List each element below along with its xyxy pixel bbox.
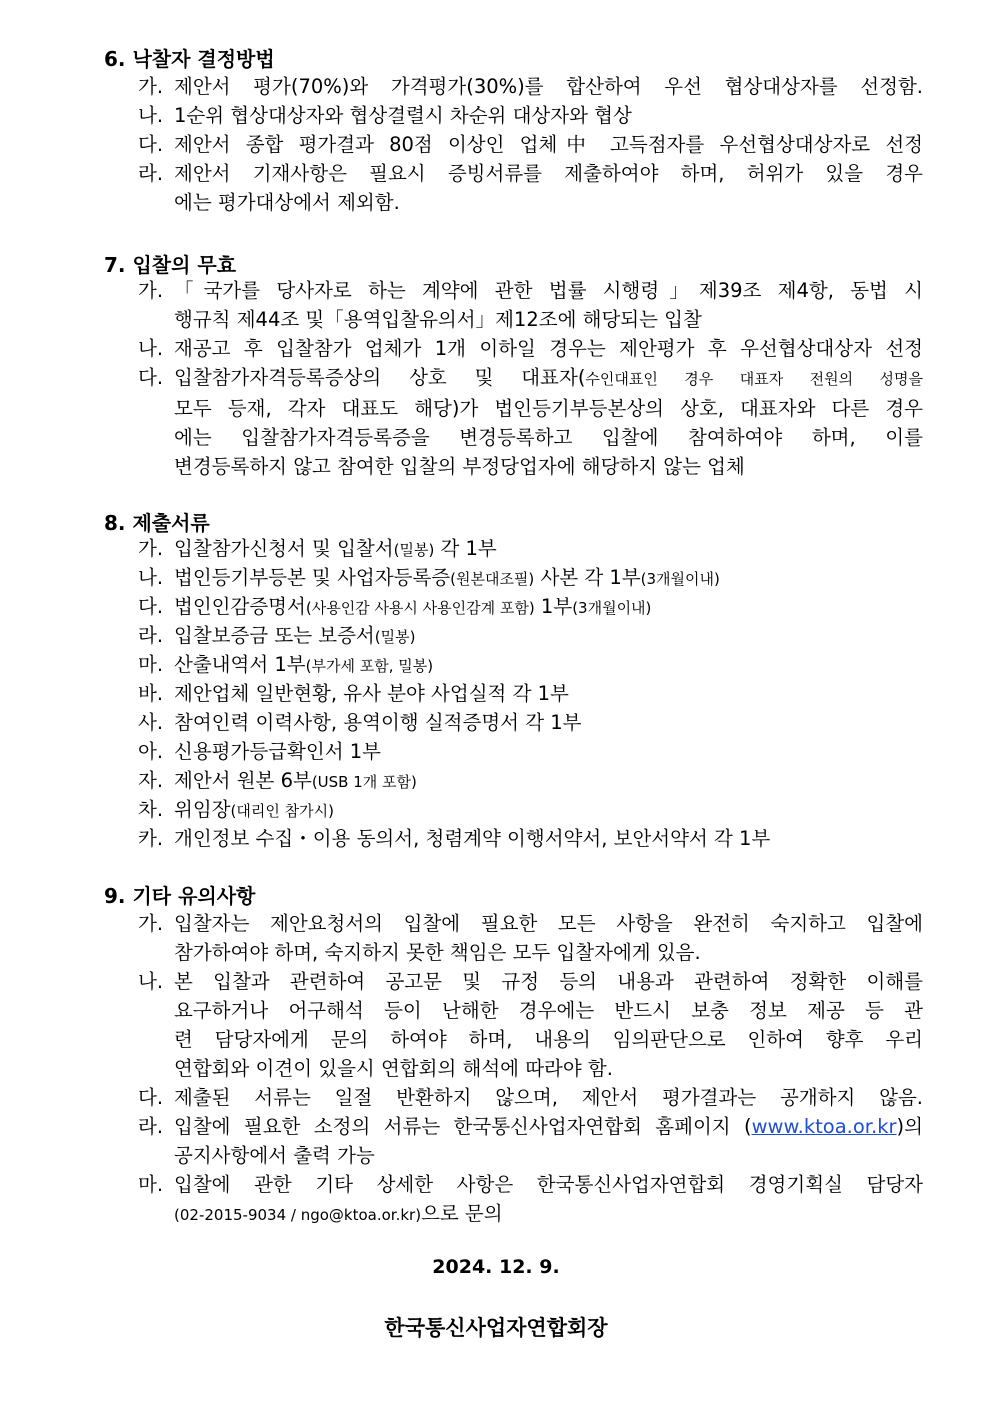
item-text-main: 입찰참가신청서 및 입찰서 xyxy=(174,537,394,560)
section-title-8: 8. 제출서류 xyxy=(104,511,210,535)
item-text xyxy=(174,621,923,652)
item-text: 재공고 후 입찰참가 업체가 1개 이하일 경우는 제안평가 후 우선협상대상자 선정 xyxy=(174,337,923,360)
list-item xyxy=(138,737,923,766)
item-text-cont: 련 담당자에게 문의 하여야 하며, 내용의 임의판단으로 인하여 향후 우리 xyxy=(174,1028,923,1051)
homepage-link[interactable]: www.ktoa.or.kr xyxy=(751,1115,897,1138)
section-title-9: 9. 기타 유의사항 xyxy=(104,884,256,908)
item-text xyxy=(174,563,923,594)
list-item xyxy=(138,101,923,130)
item-text-tail: 사본 각 1부 xyxy=(534,566,641,589)
item-text xyxy=(174,795,923,826)
list-item xyxy=(138,795,923,826)
item-text-cont: 연합회와 이견이 있을시 연합회의 해석에 따라야 함. xyxy=(174,1057,613,1080)
item-marker: 가. xyxy=(138,912,164,935)
document-date: 2024. 12. 9. xyxy=(432,1256,560,1278)
list-item xyxy=(138,967,923,1083)
item-text-cont xyxy=(174,1199,923,1230)
item-text: 신용평가등급확인서 1부 xyxy=(174,740,381,763)
item-text-cont: 공지사항에서 출력 가능 xyxy=(174,1144,375,1167)
item-text-main: 법인등기부등본 및 사업자등록증 xyxy=(174,566,451,589)
item-text-main: 입찰에 필요한 소정의 서류는 한국통신사업자연합회 홈페이지 ( xyxy=(174,1115,752,1138)
item-text: 참여인력 이력사항, 용역이행 실적증명서 각 1부 xyxy=(174,711,582,734)
item-text-tail: 1부 xyxy=(534,595,573,618)
list-item xyxy=(138,363,923,481)
item-marker: 라. xyxy=(138,1115,164,1138)
list-item xyxy=(138,708,923,737)
item-text: 제안업체 일반현황, 유사 분야 사업실적 각 1부 xyxy=(174,682,569,705)
list-item xyxy=(138,1170,923,1230)
item-text-tail: )의 xyxy=(896,1115,923,1138)
item-marker: 사. xyxy=(138,711,164,734)
item-marker: 나. xyxy=(138,566,164,589)
item-text-main: 입찰보증금 또는 보증서 xyxy=(174,624,375,647)
item-text-small: (3개월이내) xyxy=(640,570,720,588)
item-text-small: (원본대조필) xyxy=(450,570,535,588)
item-text: 제안서 종합 평가결과 80점 이상인 업체中 고득점자를 우선협상대상자로 선정 xyxy=(174,133,923,156)
item-text-small: (밀봉) xyxy=(374,628,416,646)
item-text-cont: 에는 입찰참가자격등록증을 변경등록하고 입찰에 참여하여야 하며, 이를 xyxy=(174,426,923,449)
item-marker: 다. xyxy=(138,366,164,389)
contact-info: (02-2015-9034 / ngo@ktoa.or.kr) xyxy=(174,1206,422,1224)
item-text xyxy=(174,766,923,797)
item-text-small: (밀봉) xyxy=(393,541,435,559)
item-text: 제안서 기재사항은 필요시 증빙서류를 제출하여야 하며, 허위가 있을 경우 xyxy=(174,162,923,185)
item-marker: 나. xyxy=(138,337,164,360)
item-text-small: 수인대표인 경우 대표자 전원의 성명을 xyxy=(585,370,923,388)
issuer-signature: 한국통신사업자연합회장 xyxy=(384,1316,608,1340)
item-text: 1순위 협상대상자와 협상결렬시 차순위 대상자와 협상 xyxy=(174,104,632,127)
item-text-small: (USB 1개 포함) xyxy=(311,773,417,791)
item-text-small: (사용인감 사용시 사용인감계 포함) xyxy=(305,599,535,617)
item-text-cont: 요구하거나 어구해석 등이 난해한 경우에는 반드시 보충 정보 제공 등 관 xyxy=(174,999,923,1022)
list-item xyxy=(138,534,923,565)
item-marker: 다. xyxy=(138,1086,164,1109)
list-item xyxy=(138,909,923,967)
item-text: 제안서 평가(70%)와 가격평가(30%)를 합산하여 우선 협상대상자를 선정함. xyxy=(174,75,923,98)
section-title-6: 6. 낙찰자 결정방법 xyxy=(104,47,275,71)
item-marker: 아. xyxy=(138,740,164,763)
list-item xyxy=(138,159,923,217)
item-marker: 자. xyxy=(138,769,164,792)
item-marker: 차. xyxy=(138,798,164,821)
list-item xyxy=(138,72,923,101)
item-marker: 다. xyxy=(138,595,164,618)
item-text-main: 제안서 원본 6부 xyxy=(174,769,312,792)
item-marker: 바. xyxy=(138,682,164,705)
list-item xyxy=(138,650,923,681)
item-text: 「국가를 당사자로 하는 계약에 관한 법률 시행령」제39조 제4항, 동법 시 xyxy=(174,279,923,302)
item-text-small: (부가세 포함, 밀봉) xyxy=(305,657,434,675)
list-item xyxy=(138,563,923,594)
item-marker: 다. xyxy=(138,133,164,156)
item-text xyxy=(174,363,923,394)
list-item xyxy=(138,621,923,652)
item-marker: 나. xyxy=(138,104,164,127)
list-item xyxy=(138,679,923,708)
list-item xyxy=(138,334,923,363)
item-marker: 카. xyxy=(138,827,164,850)
item-text xyxy=(174,650,923,681)
item-marker: 라. xyxy=(138,162,164,185)
item-marker: 나. xyxy=(138,970,164,993)
list-item xyxy=(138,1112,923,1170)
list-item xyxy=(138,130,923,159)
item-text: 입찰자는 제안요청서의 입찰에 필요한 모든 사항을 완전히 숙지하고 입찰에 xyxy=(174,912,923,935)
item-text-main: 법인인감증명서 xyxy=(174,595,306,618)
item-text: 입찰에 관한 기타 상세한 사항은 한국통신사업자연합회 경영기획실 담당자 xyxy=(174,1173,923,1196)
list-item xyxy=(138,1083,923,1112)
item-text-cont: 변경등록하지 않고 참여한 입찰의 부정당업자에 해당하지 않는 업체 xyxy=(174,455,745,478)
item-text-small: (대리인 참가시) xyxy=(230,802,334,820)
item-text xyxy=(174,534,923,565)
item-marker: 마. xyxy=(138,653,164,676)
item-marker: 가. xyxy=(138,75,164,98)
list-item xyxy=(138,592,923,623)
item-text: 제출된 서류는 일절 반환하지 않으며, 제안서 평가결과는 공개하지 않음. xyxy=(174,1086,923,1109)
item-text-cont: 모두 등재, 각자 대표도 해당)가 법인등기부등본상의 상호, 대표자와 다른 경우 xyxy=(174,397,923,420)
item-text: 본 입찰과 관련하여 공고문 및 규정 등의 내용과 관련하여 정확한 이해를 xyxy=(174,970,923,993)
item-text xyxy=(174,1112,923,1141)
item-marker: 가. xyxy=(138,537,164,560)
item-text-tail: 각 1부 xyxy=(434,537,497,560)
item-text-main: 산출내역서 1부 xyxy=(174,653,306,676)
list-item xyxy=(138,276,923,334)
item-text-small: (3개월이내) xyxy=(572,599,652,617)
item-marker: 라. xyxy=(138,624,164,647)
item-text xyxy=(174,592,923,623)
item-text: 개인정보 수집・이용 동의서, 청렴계약 이행서약서, 보안서약서 각 1부 xyxy=(174,827,771,850)
item-text-main: 위임장 xyxy=(174,798,231,821)
item-text-cont: 행규칙 제44조 및「용역입찰유의서」제12조에 해당되는 입찰 xyxy=(174,308,702,331)
item-text-cont: 참가하여야 하며, 숙지하지 못한 책임은 모두 입찰자에게 있음. xyxy=(174,941,701,964)
section-title-7: 7. 입찰의 무효 xyxy=(104,253,237,277)
item-marker: 가. xyxy=(138,279,164,302)
item-text-main: 입찰참가자격등록증상의 상호 및 대표자( xyxy=(174,366,586,389)
item-text-cont: 에는 평가대상에서 제외함. xyxy=(174,191,400,214)
item-marker: 마. xyxy=(138,1173,164,1196)
list-item xyxy=(138,824,923,853)
item-text-tail: 으로 문의 xyxy=(421,1202,503,1225)
list-item xyxy=(138,766,923,797)
